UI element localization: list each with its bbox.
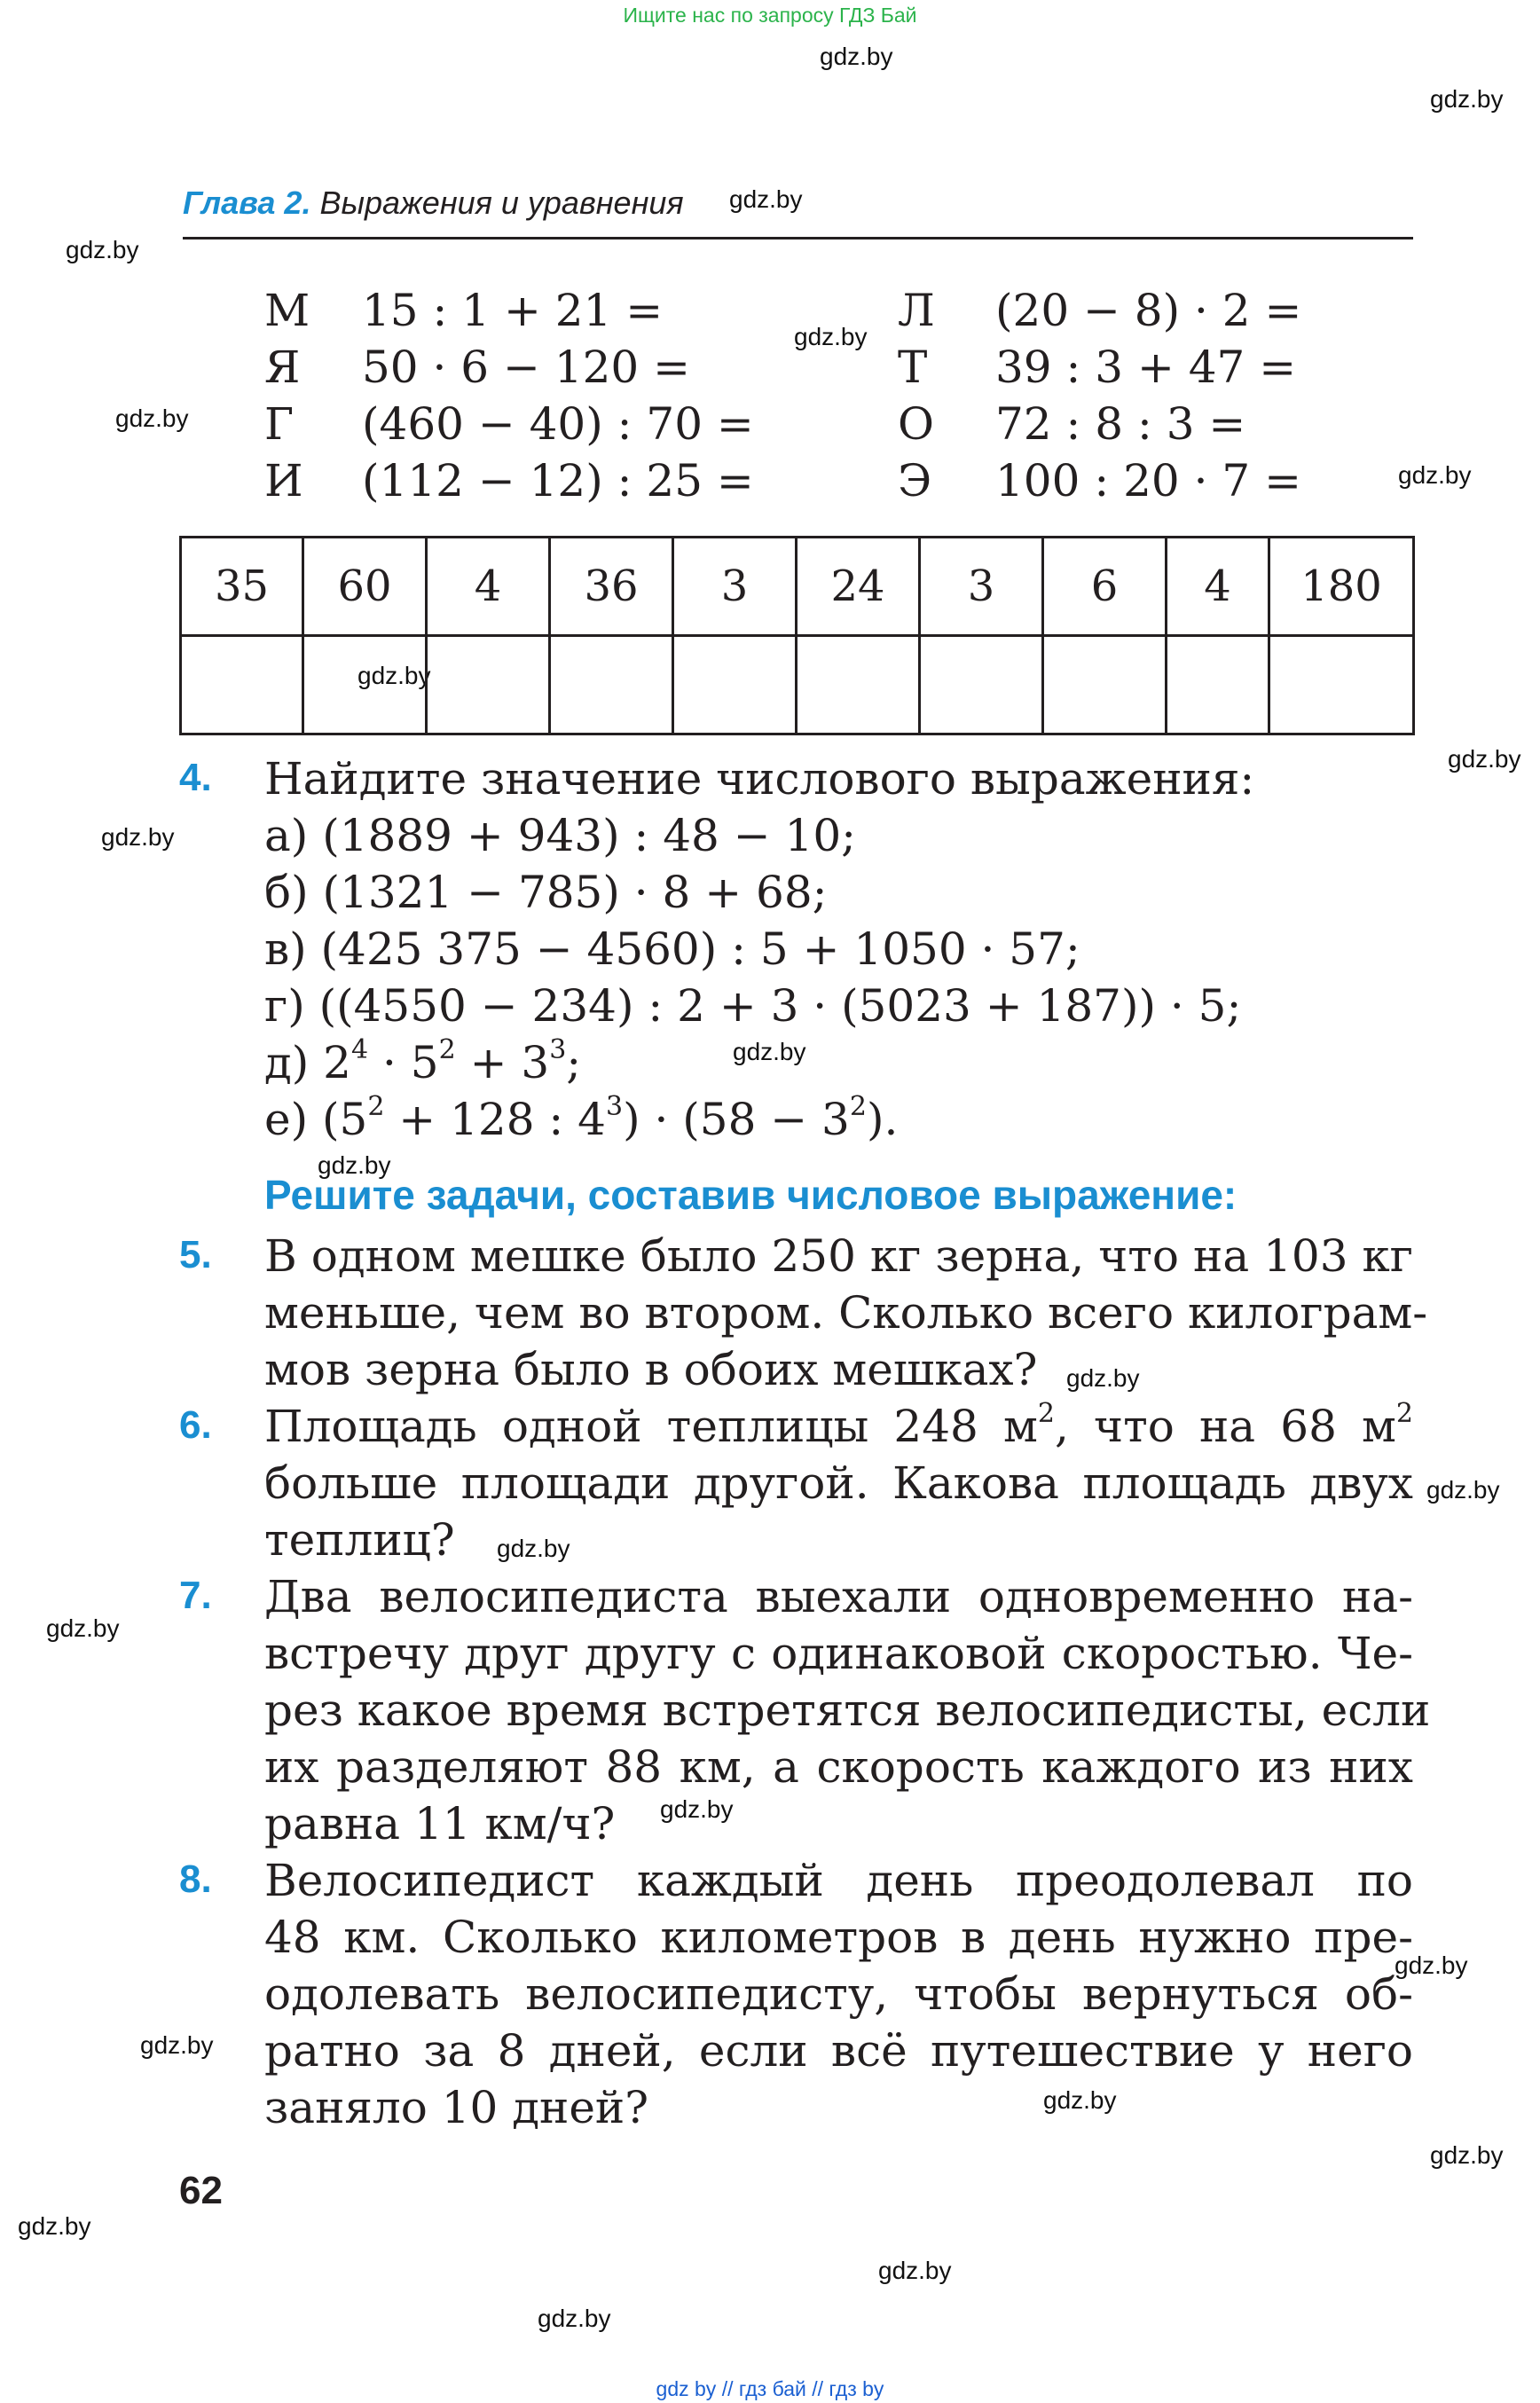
- watermark: gdz.by: [1066, 1364, 1140, 1392]
- watermark: gdz.by: [1430, 2141, 1504, 2169]
- table-cell: 4: [427, 538, 550, 636]
- watermark: gdz.by: [820, 43, 893, 70]
- watermark: gdz.by: [46, 1614, 120, 1642]
- watermark: gdz.by: [538, 2305, 611, 2332]
- expression-row: Э 100 : 20 · 7 =: [898, 455, 1301, 507]
- empty-cell: [303, 636, 427, 734]
- expression-row: М 15 : 1 + 21 =: [264, 285, 664, 336]
- watermark: gdz.by: [101, 823, 175, 851]
- task-4-item-a: а) (1889 + 943) : 48 − 10;: [264, 810, 856, 861]
- table-cell: 60: [303, 538, 427, 636]
- task-4-block: [264, 750, 1254, 1148]
- task-5-number: 5.: [179, 1233, 212, 1276]
- task-4-item-v: в) (425 375 − 4560) : 5 + 1050 · 57;: [264, 923, 1080, 975]
- empty-cell: [1269, 636, 1414, 734]
- watermark: gdz.by: [733, 1038, 806, 1065]
- table-cell: 3: [920, 538, 1043, 636]
- watermark: gdz.by: [1448, 745, 1521, 773]
- expression-row: О 72 : 8 : 3 =: [898, 398, 1246, 450]
- watermark: gdz.by: [878, 2257, 952, 2284]
- chapter-title: Выражения и уравнения: [319, 185, 684, 221]
- task-8-number: 8.: [179, 1857, 212, 1901]
- task-6-text: Площадь одной теплицы 248 $м^2$, что на 68 $м^2$ больше площади другой. Какова площадь двух теплиц?: [264, 1398, 1413, 1566]
- task-4-item-e: е) ($5^2 + 128$ : $4^3) \cdot (58 - 3^2)$.: [264, 1091, 899, 1145]
- empty-cell: [673, 636, 797, 734]
- watermark: gdz.by: [1395, 1951, 1468, 1979]
- expressions-right: [898, 282, 1301, 509]
- table-cell: 180: [1269, 538, 1414, 636]
- footer-links[interactable]: gdz by // гдз бай // гдз by: [656, 2377, 884, 2400]
- table-cell: 24: [797, 538, 920, 636]
- watermark: gdz.by: [115, 404, 189, 432]
- task-5-text: В одном мешке было 250 кг зерна, что на 103 кг меньше, чем во втором. Сколько всего килограм- мов зерна было в обоих мешках?: [264, 1230, 1428, 1395]
- task-4-title: Найдите значение числового выражения:: [264, 753, 1255, 805]
- watermark: gdz.by: [140, 2031, 214, 2059]
- task-4-item-g: г) ((4550 − 234) : 2 + 3 · (5023 + 187)) · 5;: [264, 980, 1242, 1032]
- empty-cell: [181, 636, 303, 734]
- expression-row: Я 50 · 6 − 120 =: [264, 342, 691, 393]
- watermark: gdz.by: [1398, 461, 1472, 489]
- watermark: gdz.by: [497, 1535, 570, 1562]
- watermark: gdz.by: [1043, 2086, 1117, 2114]
- expression-row: И (112 − 12) : 25 =: [264, 455, 754, 507]
- empty-cell: [1167, 636, 1269, 734]
- task-4-number: 4.: [179, 756, 212, 799]
- task-6-number: 6.: [179, 1403, 212, 1447]
- watermark: gdz.by: [660, 1795, 734, 1823]
- table-cell: 4: [1167, 538, 1269, 636]
- table-cell: 35: [181, 538, 303, 636]
- watermark: gdz.by: [66, 236, 139, 263]
- top-search-note: Ищите нас по запросу ГДЗ Бай: [623, 4, 917, 27]
- task-4-item-d: д) $2^4 \cdot 5^2 + 3^3$;: [264, 1034, 582, 1088]
- page-number: 62: [179, 2169, 223, 2212]
- expression-row: Г (460 − 40) : 70 =: [264, 398, 754, 450]
- table-row-empty: [181, 636, 1414, 734]
- table-cell: 6: [1043, 538, 1167, 636]
- answer-code-table: [179, 536, 1415, 735]
- watermark: gdz.by: [1430, 85, 1504, 113]
- chapter-header: [183, 185, 684, 222]
- expressions-left: [264, 282, 754, 509]
- empty-cell: [550, 636, 673, 734]
- watermark: gdz.by: [794, 323, 868, 350]
- empty-cell: [920, 636, 1043, 734]
- task-7-number: 7.: [179, 1574, 212, 1617]
- watermark: gdz.by: [729, 185, 803, 213]
- empty-cell: [797, 636, 920, 734]
- task-7-text: Два велосипедиста выехали одновременно на- встречу друг другу с одинаковой скоростью. Че- рез какое время встретятся велосипедисты, если их разделяют 88 км, а скорость каждого из них равна 11 км/ч?: [264, 1571, 1431, 1849]
- expression-row: Л (20 − 8) · 2 =: [898, 285, 1302, 336]
- table-cell: 3: [673, 538, 797, 636]
- table-cell: 36: [550, 538, 673, 636]
- chapter-label: Глава 2.: [183, 185, 311, 221]
- watermark: gdz.by: [18, 2212, 91, 2240]
- watermark: gdz.by: [318, 1151, 391, 1179]
- empty-cell: [427, 636, 550, 734]
- watermark: gdz.by: [358, 662, 431, 689]
- expression-row: Т 39 : 3 + 47 =: [898, 342, 1297, 393]
- watermark: gdz.by: [1426, 1476, 1500, 1504]
- header-rule: [183, 237, 1413, 240]
- table-row: [181, 538, 1414, 636]
- task-4-item-b: б) (1321 − 785) · 8 + 68;: [264, 867, 828, 918]
- task-8-text: Велосипедист каждый день преодолевал по 48 км. Сколько километров в день нужно пре- одолевать велосипедисту, чтобы вернуться об- ратно за 8 дней, если всё путешествие у него заняло 10 дней?: [264, 1855, 1413, 2133]
- empty-cell: [1043, 636, 1167, 734]
- section-heading: Решите задачи, составив числовое выражение:: [264, 1172, 1238, 1218]
